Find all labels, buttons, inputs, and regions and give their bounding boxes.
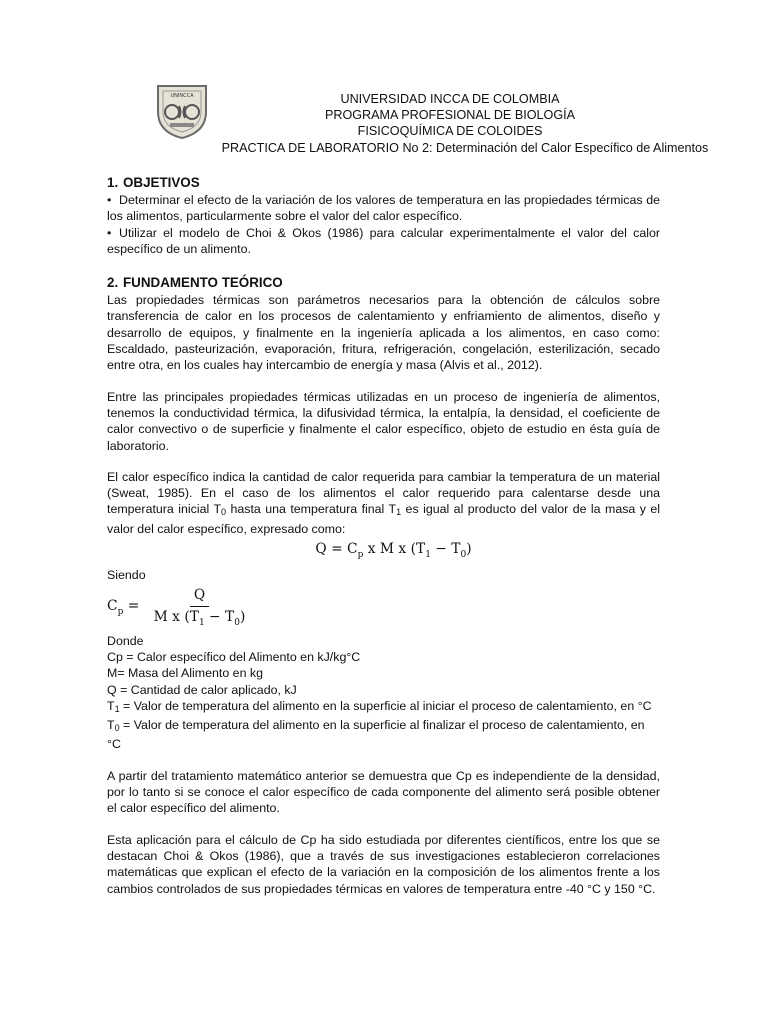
heat-equation: $Q = C_p$ x M x $(T_1 - T_0)$	[315, 541, 472, 560]
objective-bullet-2	[107, 225, 660, 258]
paragraph-principales: Entre las principales propiedades térmicas utilizadas en un proceso de ingeniería de alimentos, tenemos la conductividad térmica, la difusividad térmica, la entalpía, la densidad, el coeficiente de calor convectivo o de superficie y finalmente el calor específico, objeto de estudio en ésta guía de laboratorio.	[107, 389, 660, 453]
bullet-icon: •	[107, 225, 112, 240]
section-number: 1.	[107, 175, 119, 190]
objective-text: Utilizar el modelo de Choi & Okos (1986) para calcular experimentalmente el valor del calor específico de un alimento.	[107, 225, 660, 256]
header-course: FISICOQUÍMICA DE COLOIDES	[357, 124, 543, 139]
paragraph-propiedades: Las propiedades térmicas son parámetros necesarios para la obtención de cálculos sobre transferencia de calor en los procesos de calentamiento y enfriamiento de alimentos, diseño y desarrollo de equipos, y finalmente en la ingeniería aplicada a los alimentos, en caso como: Escaldado, pasteurización, evaporación, fritura, refrigeración, congelación, esterilización, secado entre otra, en los cuales hay intercambio de energía y masa (Alvis et al., 2012).	[107, 293, 660, 373]
label-siendo: Siendo	[107, 568, 146, 583]
definition-q: Q = Cantidad de calor aplicado, kJ	[107, 682, 297, 697]
fraction-denominator: M x $(T_1 - T_0)$	[153, 608, 246, 628]
section-title: OBJETIVOS	[123, 175, 200, 190]
fraction	[150, 587, 250, 630]
section-title: FUNDAMENTO TEÓRICO	[123, 275, 283, 291]
logo-text: UNINCCA	[170, 93, 194, 99]
fraction-numerator: Q	[190, 587, 209, 606]
document-header	[150, 91, 750, 156]
objective-bullet-1	[107, 192, 660, 225]
section-number: 2.	[107, 275, 119, 291]
label-donde: Donde	[107, 633, 144, 648]
paragraph-tratamiento: A partir del tratamiento matemático anterior se demuestra que Cp es independiente de la densidad, por lo tanto si se conoce el calor específico de cada componente del alimento será posible obtener el calor específico del alimento.	[107, 768, 660, 816]
header-practice-title: PRACTICA DE LABORATORIO No 2: Determinación del Calor Específico de Alimentos	[221, 140, 709, 155]
paragraph-aplicacion: Esta aplicación para el cálculo de Cp ha sido estudiada por diferentes científicos, entre los que se destacan Choi & Okos (1986), que a través de sus investigaciones establecieron correlaciones matemáticas que explican el efecto de la variación en la composición de los alimentos frente a los cambios controlados de sus propiedades térmicas en valores de temperatura entre -40 °C y 150 °C.	[107, 832, 660, 896]
header-program: PROGRAMA PROFESIONAL DE BIOLOGÍA	[324, 108, 576, 123]
header-university: UNIVERSIDAD INCCA DE COLOMBIA	[340, 92, 560, 106]
section-fundamento-heading	[107, 274, 660, 292]
definition-t1: $T_1$ = Valor de temperatura del alimento en la superficie al iniciar el proceso de calentamiento, en °C	[107, 698, 652, 714]
objective-text: Determinar el efecto de la variación de los valores de temperatura en las propiedades térmicas de los alimentos, particularmente sobre el valor del calor específico.	[107, 193, 660, 224]
bullet-icon: •	[107, 193, 112, 207]
specific-heat-equation: $C_p$ = $\frac{Q}{M x (T_1 - T_0)}$	[107, 587, 660, 630]
definition-m: M= Masa del Alimento en kg	[107, 666, 263, 681]
section-objetivos-heading	[107, 174, 660, 192]
paragraph-calor-especifico: El calor específico indica la cantidad de calor requerida para cambiar la temperatura de un material (Sweat, 1985). En el caso de los alimentos el calor requerido para calentarse desde una temperatura inicial $T_0$ hasta una temperatura final $T_1$ es igual al producto del valor de la masa y el valor del calor específico, expresado como:	[107, 469, 661, 536]
definition-t0: $T_0$ = Valor de temperatura del alimento en la superficie al finalizar el proceso de calentamiento, en °C	[107, 718, 645, 752]
document-body	[107, 174, 660, 897]
definition-cp: Cp = Calor específico del Alimento en kJ/kg°C	[107, 649, 361, 664]
